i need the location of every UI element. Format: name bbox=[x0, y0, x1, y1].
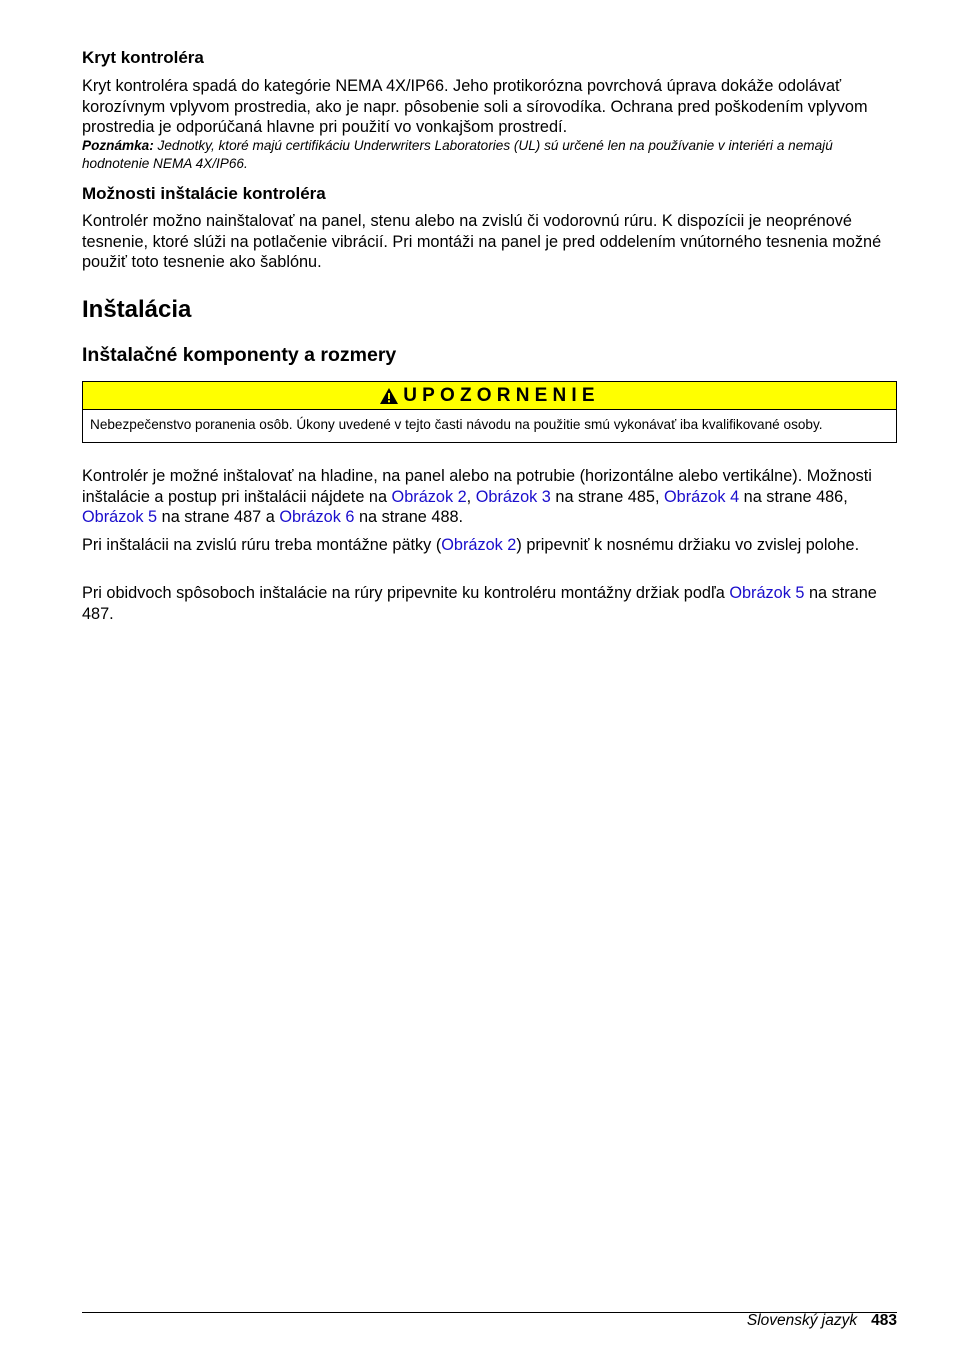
heading-components: Inštalačné komponenty a rozmery bbox=[82, 344, 397, 366]
warning-triangle-icon bbox=[379, 387, 399, 405]
text-segment: na strane 485, bbox=[550, 487, 665, 506]
paragraph-vertical-pipe bbox=[82, 535, 897, 556]
note-enclosure bbox=[82, 137, 897, 172]
paragraph-enclosure: Kryt kontroléra spadá do kategórie NEMA 4X/IP66. Jeho protikorózna povrchová úprava dokáže odolávať korozívnym vplyvom prostredia, ako je napr. pôsobenie soli a sírovodíka. Ochrana pred poškodením vplyvom prostredia je odporúčaná hlavne pri použití vo vonkajšom prostredí. bbox=[82, 77, 868, 136]
heading-enclosure: Kryt kontroléra bbox=[82, 48, 204, 67]
warning-header bbox=[83, 382, 896, 410]
text-segment: Kontrolér je možné inštalovať na hladine, na panel alebo na potrubie (horizontálne alebo vertikálne). Možnosti inštalácie a postup pri inštalácii nájdete na bbox=[82, 467, 872, 506]
note-label: Poznámka: bbox=[82, 138, 154, 153]
page-footer bbox=[747, 1312, 897, 1330]
text-segment: Pri obidvoch spôsoboch inštalácie na rúry pripevnite ku kontroléru montážny držiak podľa bbox=[82, 584, 730, 602]
link-figure-5[interactable]: Obrázok 5 bbox=[729, 584, 805, 602]
heading-mounting-options: Možnosti inštalácie kontroléra bbox=[82, 184, 326, 203]
paragraph-mounting-options: Kontrolér možno nainštalovať na panel, stenu alebo na zvislú či vodorovnú rúru. K dispozícii je neoprénové tesnenie, ktoré slúži na potlačenie vibrácií. Pri montáži na panel je pred oddelením vnútorného tesnenia možné použiť toto tesnenie ako šablónu. bbox=[82, 212, 882, 271]
link-figure-6[interactable]: Obrázok 6 bbox=[279, 508, 355, 526]
text-segment: na strane 486, bbox=[739, 487, 848, 506]
note-text: Jednotky, ktoré majú certifikáciu Underwriters Laboratories (UL) sú určené len na používanie v interiéri a nemajú hodnotenie NEMA 4X/IP66. bbox=[82, 138, 833, 171]
warning-box bbox=[82, 381, 897, 443]
link-figure-4[interactable]: Obrázok 4 bbox=[664, 487, 740, 506]
warning-text: Nebezpečenstvo poranenia osôb. Úkony uvedené v tejto časti návodu na použitie smú vykonávať iba kvalifikované osoby. bbox=[90, 417, 823, 432]
text-segment: ) pripevniť k nosnému držiaku vo zvislej polohe. bbox=[516, 536, 860, 554]
link-figure-2[interactable]: Obrázok 2 bbox=[391, 487, 467, 506]
paragraph-install-options bbox=[82, 466, 897, 528]
footer-language: Slovenský jazyk bbox=[746, 1312, 858, 1329]
page-number: 483 bbox=[871, 1312, 897, 1329]
warning-title: UPOZORNENIE bbox=[403, 384, 600, 406]
text-segment: na strane 487 a bbox=[157, 508, 280, 526]
link-figure-5[interactable]: Obrázok 5 bbox=[82, 508, 158, 526]
text-segment: na strane 487. bbox=[82, 584, 877, 623]
link-figure-2[interactable]: Obrázok 2 bbox=[441, 536, 517, 554]
text-segment: na strane 488. bbox=[354, 508, 464, 526]
chapter-title: Inštalácia bbox=[82, 296, 192, 323]
text-segment: Pri inštalácii na zvislú rúru treba montážne pätky ( bbox=[82, 536, 442, 554]
paragraph-pipe-bracket bbox=[82, 583, 897, 624]
text-segment: , bbox=[466, 487, 476, 506]
link-figure-3[interactable]: Obrázok 3 bbox=[475, 487, 551, 506]
